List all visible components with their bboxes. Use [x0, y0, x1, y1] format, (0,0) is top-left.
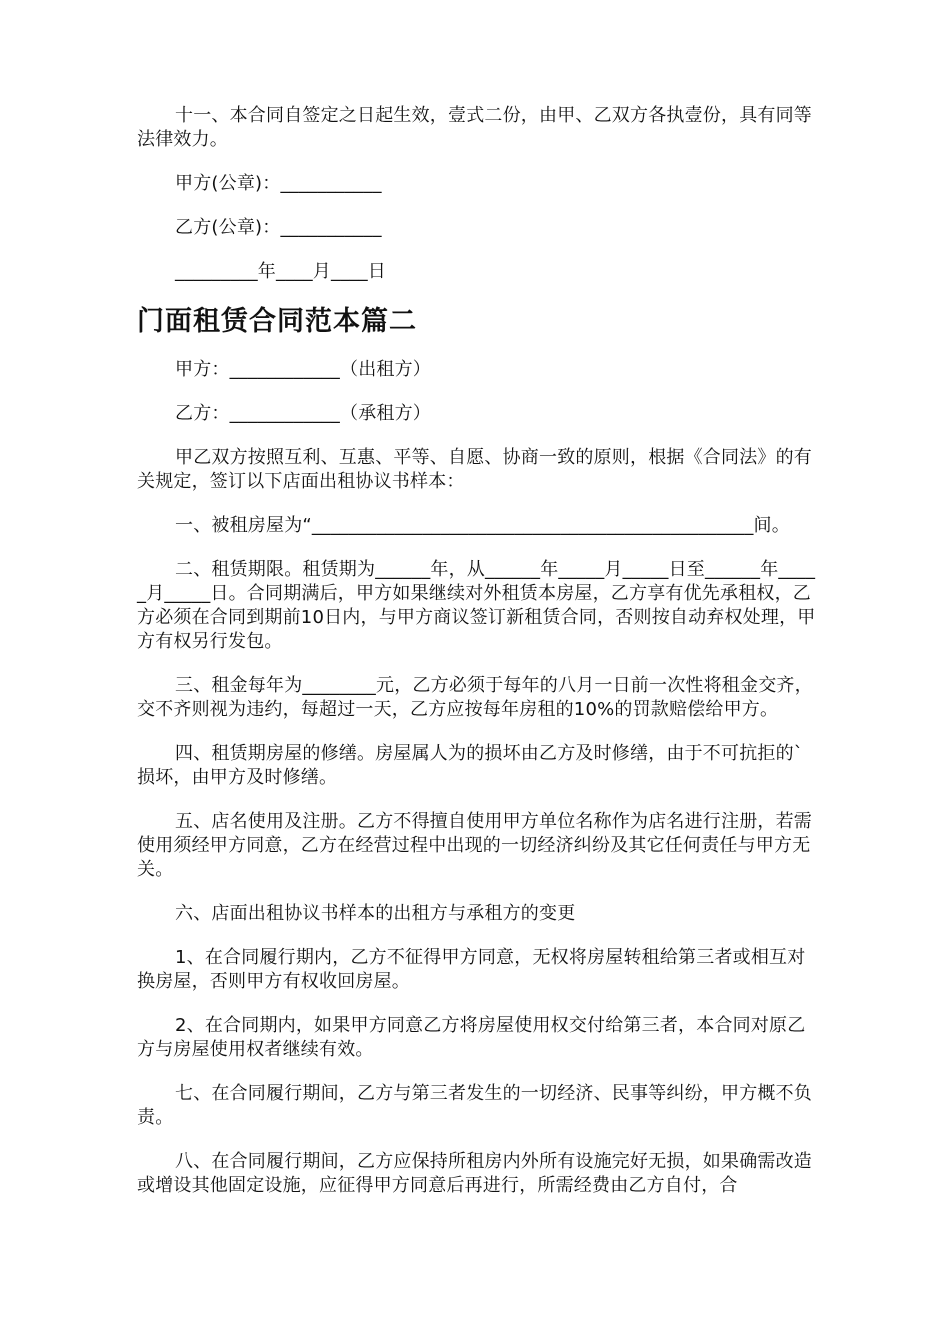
party-a-line: 甲方：____________（出租方） — [175, 359, 431, 380]
clause-seven-paragraph: 七、在合同履行期间，乙方与第三者发生的一切经济、民事等纠纷，甲方概不负责。 — [137, 1083, 812, 1128]
preamble-paragraph: 甲乙双方按照互利、互惠、平等、自愿、协商一致的原则，根据《合同法》的有关规定，签订以下店面出租协议书样本： — [137, 447, 812, 492]
party-b-seal-line: 乙方(公章)：___________ — [175, 217, 382, 238]
section-heading: 门面租赁合同范本篇二 — [137, 306, 417, 337]
party-b-line: 乙方：____________（承租方） — [175, 403, 431, 424]
clause-three-paragraph: 三、租金每年为________元，乙方必须于每年的八月一日前一次性将租金交齐，交不齐则视为违约，每超过一天，乙方应按每年房租的10%的罚款赔偿给甲方。 — [137, 675, 813, 720]
clause-six-item-one: 1、在合同履行期内，乙方不征得甲方同意，无权将房屋转租给第三者或相互对换房屋，否则甲方有权收回房屋。 — [137, 947, 806, 992]
clause-eleven-paragraph: 十一、本合同自签定之日起生效，壹式二份，由甲、乙双方各执壹份，具有同等法律效力。 — [137, 105, 812, 150]
date-line: _________年____月____日 — [175, 261, 386, 282]
clause-two-paragraph: 二、租赁期限。租赁期为______年，从______年_____月_____日至______年_____月_____日。合同期满后，甲方如果继续对外租赁本房屋，乙方享有优先承租权，乙方必须在合同到期前10日内，与甲方商议签订新租赁合同，否则按自动弃权处理，甲方有权另行发包。 — [137, 559, 816, 652]
document-page — [137, 104, 817, 1218]
clause-one-paragraph: 一、被租房屋为“________________________________________________间。 — [175, 515, 790, 536]
clause-five-paragraph: 五、店名使用及注册。乙方不得擅自使用甲方单位名称作为店名进行注册，若需使用须经甲方同意，乙方在经营过程中出现的一切经济纠纷及其它任何责任与甲方无关。 — [137, 811, 812, 880]
party-a-seal-line: 甲方(公章)：___________ — [175, 173, 382, 194]
clause-four-paragraph: 四、租赁期房屋的修缮。房屋属人为的损坏由乙方及时修缮，由于不可抗拒的`损坏，由甲方及时修缮。 — [137, 743, 803, 788]
clause-eight-paragraph: 八、在合同履行期间，乙方应保持所租房内外所有设施完好无损，如果确需改造或增设其他固定设施，应征得甲方同意后再进行，所需经费由乙方自付，合 — [137, 1151, 812, 1196]
clause-six-item-two: 2、在合同期内，如果甲方同意乙方将房屋使用权交付给第三者，本合同对原乙方与房屋使用权者继续有效。 — [137, 1015, 806, 1060]
clause-six-paragraph: 六、店面出租协议书样本的出租方与承租方的变更 — [175, 903, 576, 924]
